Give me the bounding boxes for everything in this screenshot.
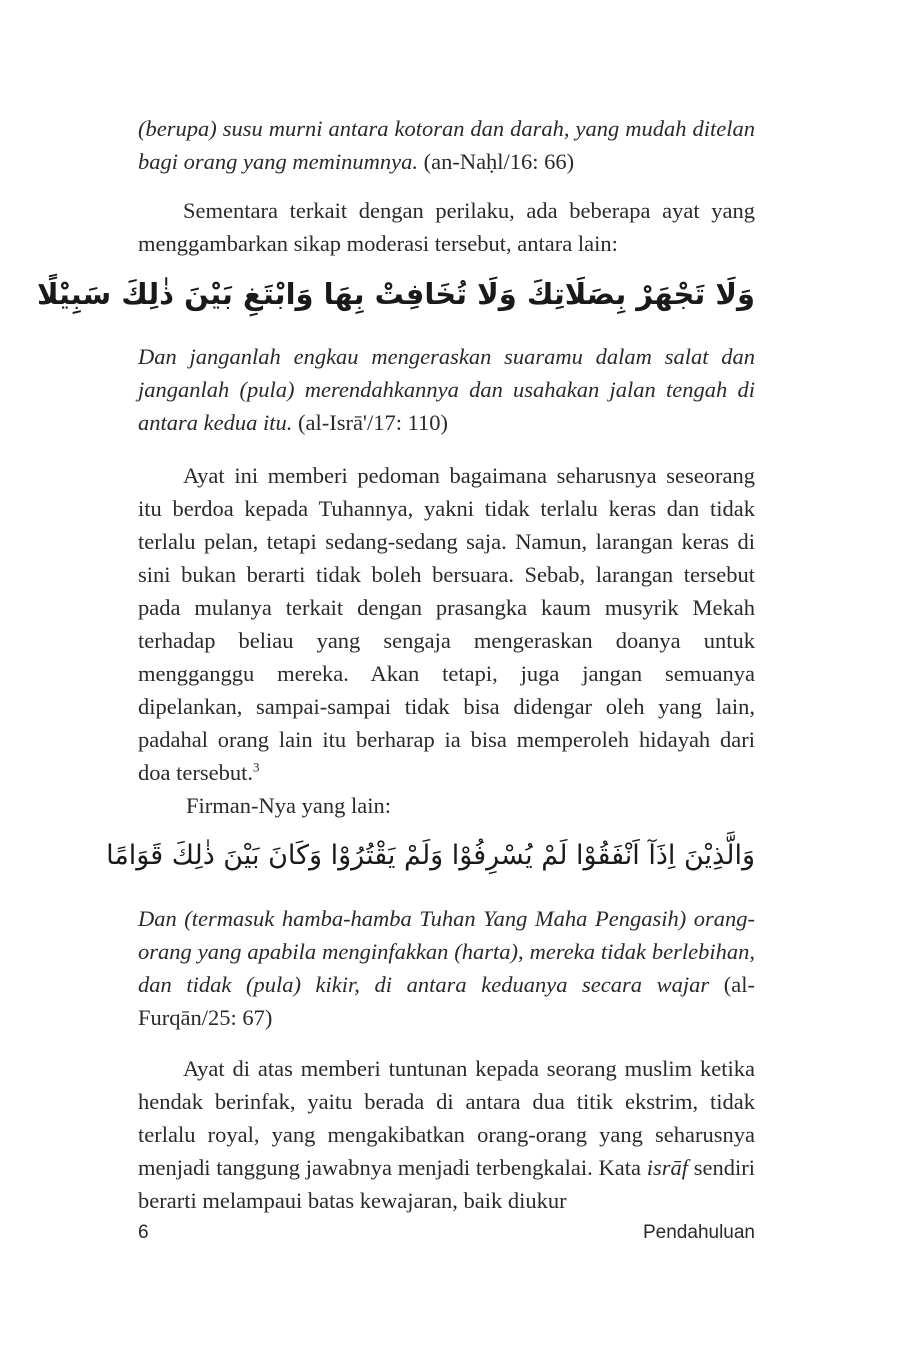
paragraph-intro-behavior: Sementara terkait dengan perilaku, ada beberapa ayat yang menggambarkan sikap moderasi tersebut, antara lain: (138, 198, 755, 256)
quote-reference: (al-Isrā'/17: 110) (292, 410, 449, 435)
arabic-verse-isra: وَلَا تَجْهَرْ بِصَلَاتِكَ وَلَا تُخَافِتْ بِهَا وَابْتَغِ بَيْنَ ذٰلِكَ سَبِيْلًا (36, 277, 755, 311)
footnote-marker: 3 (252, 759, 260, 775)
paragraph-explanation-prayer (138, 459, 755, 789)
paragraph-firman: Firman-Nya yang lain: (186, 793, 391, 818)
term-israf: isrāf (646, 1155, 688, 1180)
page-number: 6 (138, 1222, 149, 1243)
page-body (36, 112, 755, 1217)
paragraph-text: Ayat ini memberi pedoman bagaimana seharusnya seseorang itu berdoa kepada Tuhannya, yakni tidak terlalu keras dan tidak terlalu pelan, tetapi sedang-sedang saja. Namun, larangan keras di sini bukan berarti tidak boleh bersuara. Sebab, larangan tersebut pada mulanya terkait dengan prasangka kaum musyrik Mekah terhadap beliau yang sengaja mengeraskan doanya untuk mengganggu mereka. Akan tetapi, juga jangan semuanya dipelankan, sampai-sampai tidak bisa didengar oleh yang lain, padahal orang lain itu berharap ia bisa memperoleh hidayah dari doa tersebut. (138, 463, 755, 785)
quote-block-furqan (138, 902, 755, 1034)
quote-reference: (al-Furqān/25: 67) (138, 972, 755, 1030)
paragraph-explanation-infaq (138, 1052, 755, 1217)
arabic-verse-furqan: وَالَّذِيْنَ اِذَآ اَنْفَقُوْا لَمْ يُسْرِفُوْا وَلَمْ يَقْتُرُوْا وَكَانَ بَيْنَ ذٰلِكَ قَوَامًا (106, 840, 755, 871)
quote-reference: (an-Naḥl/16: 66) (417, 149, 575, 174)
quote-block-isra (138, 340, 755, 439)
paragraph-text: sendiri berarti melampaui batas kewajaran, baik diukur (138, 1155, 755, 1213)
quote-block-naml (138, 112, 755, 178)
paragraph-text: Ayat di atas memberi tuntunan kepada seorang muslim ketika hendak berinfak, yaitu berada di antara dua titik ekstrim, tidak terlalu royal, yang mengakibatkan orang-orang yang seharusnya menjadi tanggung jawabnya menjadi terbengkalai. Kata (138, 1056, 755, 1180)
quote-translation: Dan janganlah engkau mengeraskan suaramu dalam salat dan janganlah (pula) merendahkannya dan usahakan jalan tengah di antara kedua itu. (138, 344, 755, 435)
quote-translation: Dan (termasuk hamba-hamba Tuhan Yang Maha Pengasih) orang-orang yang apabila menginfakkan (harta), mereka tidak berlebihan, dan tidak (pula) kikir, di antara keduanya secara wajar (138, 906, 755, 997)
quote-translation: (berupa) susu murni antara kotoran dan darah, yang mudah ditelan bagi orang yang meminumnya. (138, 116, 755, 174)
running-title: Pendahuluan (643, 1222, 755, 1243)
